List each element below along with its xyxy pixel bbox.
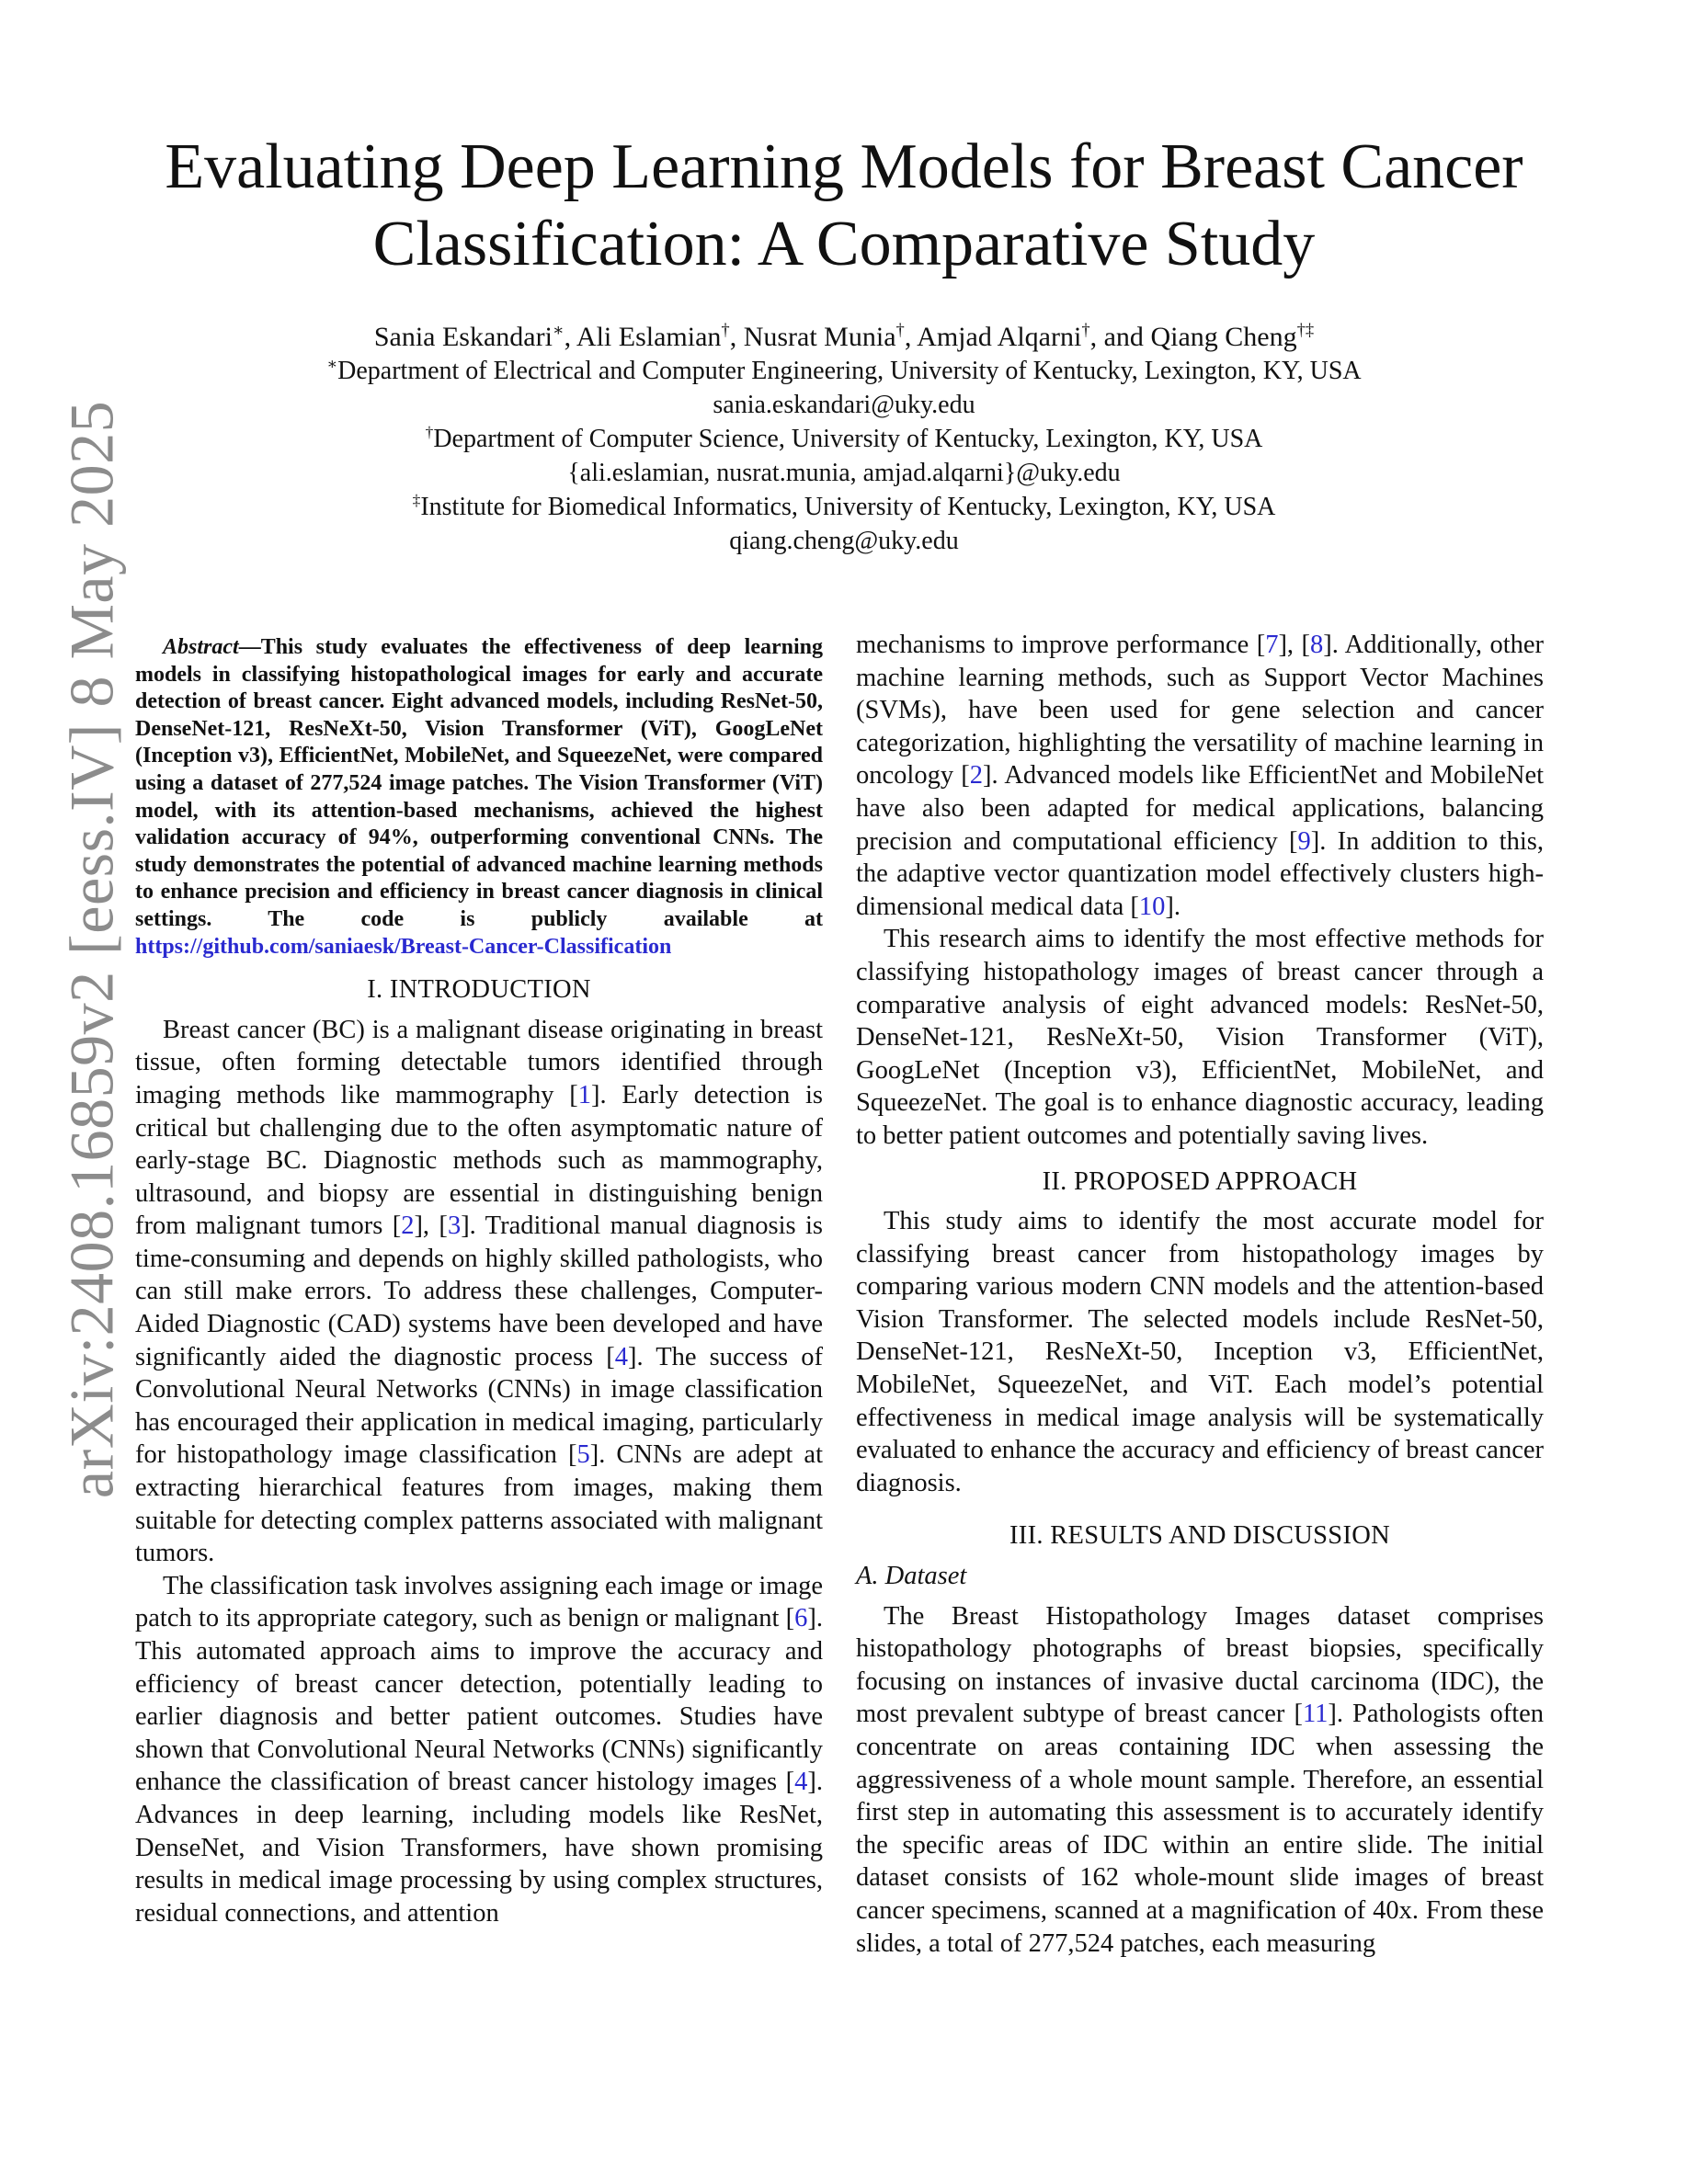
affiliation-email: {ali.eslamian, nusrat.munia, amjad.alqarni}@uky.edu xyxy=(567,459,1121,487)
citation-link[interactable]: 10 xyxy=(1138,892,1166,921)
citation-link[interactable]: 5 xyxy=(576,1440,590,1470)
approach-paragraph: This study aims to identify the most accurate model for classifying breast cancer from histopathology images by comparing various modern CNN models and the attention-based Vision Transformer. The selected models include ResNet-50, DenseNet-121, ResNeXt-50, Inception v3, EfficientNet, MobileNet, SqueezeNet, and ViT. Each model’s potential effectiveness in medical image analysis will be systematically evaluated to enhance the accuracy and efficiency of breast cancer diagnosis. xyxy=(856,1207,1544,1497)
section-heading-introduction: I. INTRODUCTION xyxy=(367,975,591,1005)
code-repository-link[interactable]: https://github.com/saniaesk/Breast-Cancer-Classification xyxy=(135,934,672,959)
citation-link[interactable]: 7 xyxy=(1265,631,1279,659)
citation-link[interactable]: 1 xyxy=(577,1080,591,1109)
author-name: Nusrat Munia xyxy=(743,322,896,352)
intro-paragraph-1: Breast cancer (BC) is a malignant disease originating in breast tissue, often forming detectable tumors identified through imaging methods like mammography [1]. Early detection is critical but challenging due to the often asymptomatic nature of early-stage BC. Diagnostic methods such as mammography, ultrasound, and biopsy are essential in distinguishing benign from malignant tumors [2], [3]. Traditional manual diagnosis is time-consuming and depends on highly skilled pathologists, who can still make errors. To address these challenges, Computer-Aided Diagnostic (CAD) systems have been developed and have significantly aided the diagnostic process [4]. The success of Convolutional Neural Networks (CNNs) in image classification has encouraged their application in medical imaging, particularly for histopathology image classification [5]. CNNs are adept at extracting hierarchical features from images, making them suitable for detecting complex patterns associated with malignant tumors. xyxy=(135,1015,824,1568)
author-name: Ali Eslamian xyxy=(576,322,722,352)
citation-link[interactable]: 4 xyxy=(614,1342,628,1371)
abstract-label: Abstract xyxy=(163,635,239,659)
section-heading-proposed-approach: II. PROPOSED APPROACH xyxy=(1042,1166,1358,1196)
abstract xyxy=(135,634,823,961)
dataset-paragraph: The Breast Histopathology Images dataset comprises histopathology photographs of breast biopsies, specifically focusing on instances of invasive ductal carcinoma (IDC), the most prevalent subtype of breast cancer [11]. Pathologists often concentrate on areas containing IDC when assessing the aggressiveness of a whole mount sample. Therefore, an essential first step in automating this assessment is to accurately identify the specific areas of IDC within an entire slide. The initial dataset consists of 162 whole-mount slide images of breast cancer specimens, scanned at a magnification of 40x. From these slides, a total of 277,524 patches, each measuring xyxy=(856,1601,1545,1958)
section-heading-results: III. RESULTS AND DISCUSSION xyxy=(1009,1521,1391,1551)
intro-continued-paragraph: mechanisms to improve performance [7], [8]. Additionally, other machine learning methods, such as Support Vector Machines (SVMs), have been used for gene selection and cancer categorization, highlighting the versatility of machine learning in oncology [2]. Advanced models like EfficientNet and MobileNet have also been adapted for medical applications, balancing precision and computational efficiency [9]. In addition to this, the adaptive vector quantization model effectively clusters high-dimensional medical data [10]. xyxy=(856,631,1545,921)
paper-header xyxy=(0,129,1688,558)
affiliation-email: sania.eskandari@uky.edu xyxy=(713,391,975,419)
right-column xyxy=(856,629,1544,1960)
arxiv-identifier-stamp: arXiv:2408.16859v2 [eess.IV] 8 May 2025 xyxy=(56,400,127,1499)
author-name: Qiang Cheng xyxy=(1150,322,1297,352)
author-conjunction: and xyxy=(1103,322,1144,352)
affiliation-email: qiang.cheng@uky.edu xyxy=(729,527,959,555)
author-name: Amjad Alqarni xyxy=(917,322,1082,352)
intro-paragraph-3: This research aims to identify the most effective methods for classifying histopathology images of breast cancer through a comparative analysis of eight advanced models: ResNet-50, DenseNet-121, ResNeXt-50, Vision Transformer (ViT), GoogLeNet (Inception v3), EfficientNet, MobileNet, and SqueezeNet. The goal is to enhance diagnostic accuracy, leading to better patient outcomes and potentially saving lives. xyxy=(856,925,1544,1150)
citation-link[interactable]: 2 xyxy=(401,1211,415,1241)
citation-link[interactable]: 8 xyxy=(1309,631,1324,659)
paper-title: Evaluating Deep Learning Models for Breast Cancer Classification: A Comparative Study xyxy=(165,131,1523,279)
author-list: Sania Eskandari∗, Ali Eslamian†, Nusrat Munia†, Amjad Alqarni†, and Qiang Cheng†‡ xyxy=(373,321,1315,352)
citation-link[interactable]: 6 xyxy=(794,1604,808,1633)
affiliation-ece: ∗Department of Electrical and Computer Engineering, University of Kentucky, Lexington, KY, USA xyxy=(326,355,1362,385)
affiliation-cs: †Department of Computer Science, University of Kentucky, Lexington, KY, USA xyxy=(425,423,1263,453)
citation-link[interactable]: 4 xyxy=(794,1768,808,1797)
citation-link[interactable]: 11 xyxy=(1302,1700,1329,1729)
citation-link[interactable]: 9 xyxy=(1297,826,1311,856)
subsection-heading-dataset: A. Dataset xyxy=(856,1562,967,1591)
affiliation-bmi: ‡Institute for Biomedical Informatics, University of Kentucky, Lexington, KY, USA xyxy=(412,491,1276,521)
left-column xyxy=(135,634,823,1929)
citation-link[interactable]: 2 xyxy=(969,761,984,791)
abstract-text: —This study evaluates the effectiveness of deep learning models in classifying histopathological images for early and accurate detection of breast cancer. Eight advanced models, including ResNet-50, DenseNet-121, ResNeXt-50, Vision Transformer (ViT), GoogLeNet (Inception v3), EfficientNet, MobileNet, and SqueezeNet, were compared using a dataset of 277,524 image patches. The Vision Transformer (ViT) model, with its attention-based mechanisms, achieved the highest validation accuracy of 94%, outperforming conventional CNNs. The study demonstrates the potential of advanced machine learning methods to enhance precision and efficiency in breast cancer diagnosis in clinical settings. The code is publicly available at xyxy=(135,635,823,931)
citation-link[interactable]: 3 xyxy=(447,1211,462,1241)
intro-paragraph-2: The classification task involves assigning each image or image patch to its appropriate category, such as benign or malignant [6]. This automated approach aims to improve the accuracy and efficiency of breast cancer detection, potentially leading to earlier diagnosis and better patient outcomes. Studies have shown that Convolutional Neural Networks (CNNs) significantly enhance the classification of breast cancer histology images [4]. Advances in deep learning, including models like ResNet, DenseNet, and Vision Transformers, have shown promising results in medical image processing by using complex structures, residual connections, and attention xyxy=(135,1571,823,1928)
author-name: Sania Eskandari xyxy=(373,322,553,352)
